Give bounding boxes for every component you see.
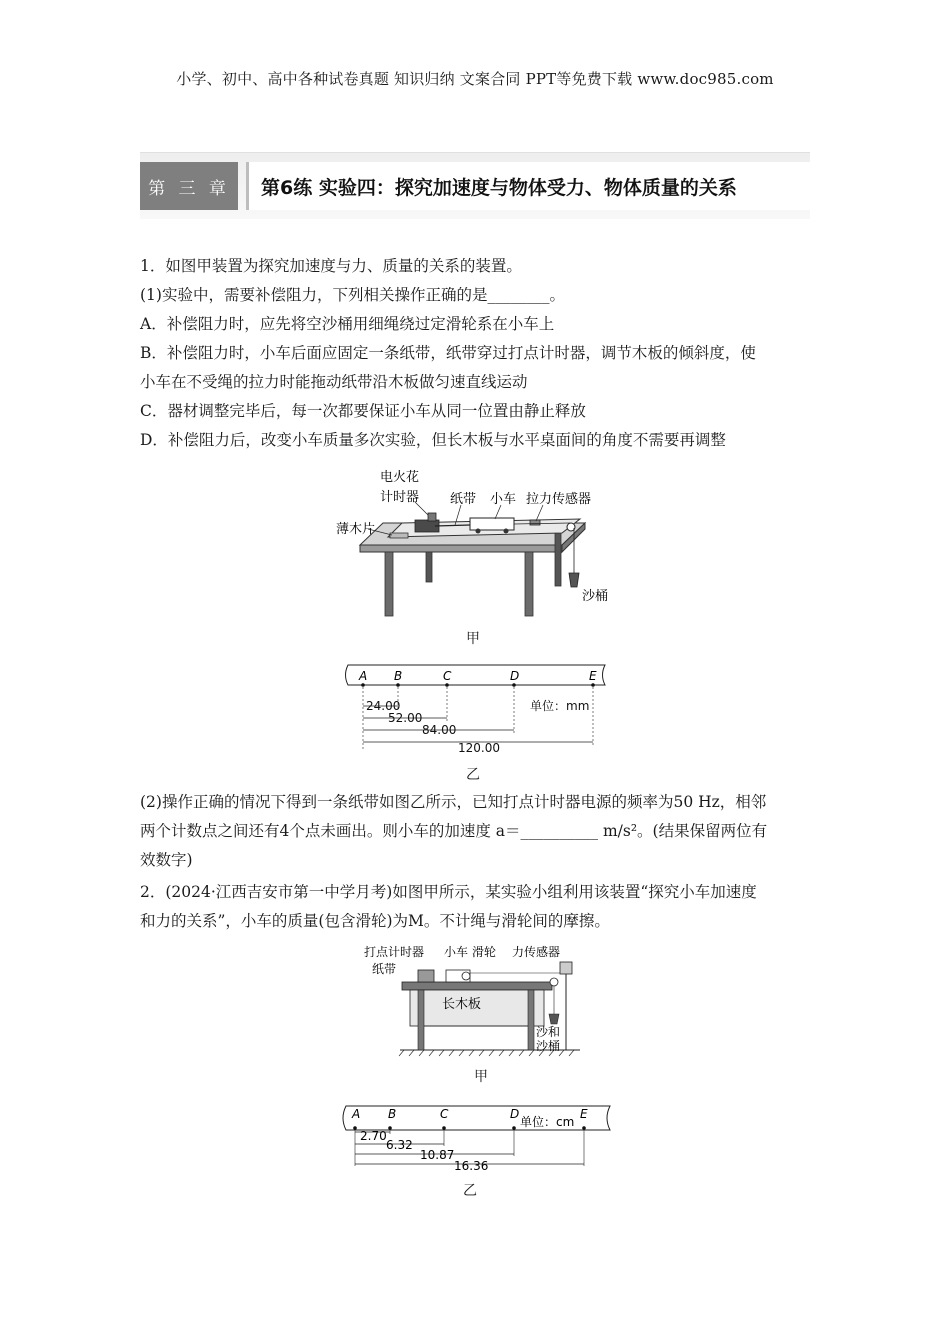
q1-figure-yi-caption: 乙	[466, 767, 480, 783]
tape1-point-a: A	[359, 669, 368, 683]
chapter-tag: 第 三 章	[140, 162, 238, 210]
label-spark-timer-1: 电火花	[380, 470, 420, 485]
tape1-point-b: B	[394, 669, 403, 683]
tape1-distance-ac: 52.00	[388, 711, 423, 725]
q2-stem-line1: 2．(2024·江西吉安市第一中学月考)如图甲所示，某实验小组利用该装置“探究小车加速度	[140, 883, 757, 901]
label-q2-bucket-1: 沙和	[536, 1025, 561, 1039]
question-1-part2	[140, 788, 810, 875]
q1-part2-line3: 效数字)	[140, 851, 193, 869]
label-q2-board: 长木板	[442, 997, 482, 1012]
page-header: 小学、初中、高中各种试卷真题 知识归纳 文案合同 PPT等免费下载 www.doc985.com	[176, 70, 774, 88]
question-1	[140, 252, 810, 455]
tape2-point-d: D	[510, 1107, 520, 1121]
q1-part2-line1: (2)操作正确的情况下得到一条纸带如图乙所示，已知打点计时器电源的频率为50 Hz，相邻	[140, 793, 767, 811]
label-cart: 小车	[490, 492, 517, 507]
label-q2-tape: 纸带	[372, 962, 397, 976]
q1-figure-jia-caption: 甲	[466, 631, 480, 647]
question-2	[140, 878, 810, 936]
q2-tape-figure	[338, 1100, 618, 1176]
q2-figure-yi-caption: 乙	[463, 1183, 477, 1199]
tape2-distance-ad: 10.87	[420, 1148, 455, 1162]
tape2-point-b: B	[388, 1107, 397, 1121]
q1-part2-line2: 两个计数点之间还有4个点未画出。则小车的加速度 a＝__________ m/s²。(结果保留两位有	[140, 822, 768, 840]
tape2-distance-ac: 6.32	[386, 1138, 413, 1152]
q1-part1: (1)实验中，需要补偿阻力，下列相关操作正确的是________。	[140, 286, 565, 304]
label-q2-cart: 小车	[444, 945, 469, 959]
tape1-point-c: C	[443, 669, 452, 683]
label-wood-chip: 薄木片	[336, 522, 376, 537]
tape1-point-e: E	[589, 669, 597, 683]
label-q2-timer: 打点计时器	[364, 945, 425, 959]
label-sand-bucket: 沙桶	[582, 589, 609, 604]
chapter-title: 第6练 实验四：探究加速度与物体受力、物体质量的关系	[261, 176, 737, 199]
tape1-point-d: D	[510, 669, 520, 683]
q2-stem-line2: 和力的关系”，小车的质量(包含滑轮)为M。不计绳与滑轮间的摩擦。	[140, 912, 610, 930]
tape2-point-c: C	[440, 1107, 449, 1121]
q1-stem: 1．如图甲装置为探究加速度与力、质量的关系的装置。	[140, 257, 522, 275]
tape2-distance-ae: 16.36	[454, 1159, 489, 1172]
q1-option-a: A．补偿阻力时，应先将空沙桶用细绳绕过定滑轮系在小车上	[140, 315, 555, 333]
tape2-distance-ab: 2.70	[360, 1129, 387, 1143]
label-spark-timer-2: 计时器	[380, 490, 420, 505]
tape2-point-e: E	[580, 1107, 588, 1121]
tape2-unit: 单位：cm	[520, 1115, 575, 1129]
label-force-sensor: 拉力传感器	[526, 492, 592, 507]
q1-option-b-line1: B．补偿阻力时，小车后面应固定一条纸带，纸带穿过打点计时器，调节木板的倾斜度，使	[140, 344, 756, 362]
q2-apparatus-figure	[360, 940, 600, 1064]
tape1-unit: 单位：mm	[530, 699, 590, 713]
tape2-point-a: A	[352, 1107, 361, 1121]
q1-option-c: C．器材调整完毕后，每一次都要保证小车从同一位置由静止释放	[140, 402, 586, 420]
tape1-distance-ae: 120.00	[458, 741, 500, 755]
tape1-distance-ab: 24.00	[366, 699, 401, 713]
q1-option-d: D．补偿阻力后，改变小车质量多次实验，但长木板与水平桌面间的角度不需要再调整	[140, 431, 726, 449]
q2-figure-jia-caption: 甲	[474, 1069, 488, 1085]
label-q2-bucket-2: 沙桶	[536, 1039, 561, 1053]
label-q2-pulley: 滑轮	[472, 945, 497, 959]
q1-apparatus-figure	[330, 465, 620, 629]
q1-tape-figure	[340, 660, 610, 764]
label-q2-force-sensor: 力传感器	[512, 945, 561, 959]
label-tape: 纸带	[450, 492, 477, 507]
q1-option-b-line2: 小车在不受绳的拉力时能拖动纸带沿木板做匀速直线运动	[140, 373, 528, 391]
tape1-distance-ad: 84.00	[422, 723, 457, 737]
chapter-title-box	[246, 162, 810, 210]
